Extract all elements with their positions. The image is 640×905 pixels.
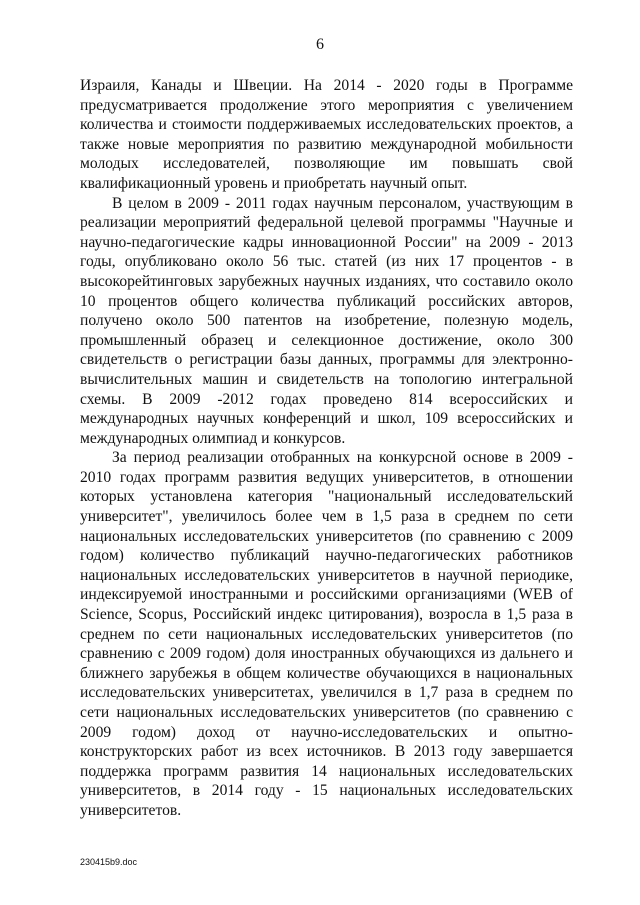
paragraph-publications-summary: В целом в 2009 - 2011 годах научным персоналом, участвующим в реализации мероприятий федеральной целевой программы "Научные и научно-педагогические кадры инновационной России" на 2009 - 2013 годы, опубликовано около 56 тыс. статей (из них 17 процентов - в высокорейтинговых зарубежных научных изданиях, что составило около 10 процентов общего количества публикаций российских авторов, получено около 500 патентов на изобретение, полезную модель, промышленный образец и селекционное достижение, около 300 свидетельств о регистрации базы данных, программы для электронно-вычислительных машин и свидетельств на топологию интегральной схемы. В 2009 -2012 годах проведено 814 всероссийских и международных научных конференций и школ, 109 всероссийских и международных олимпиад и конкурсов. [80,194,573,447]
document-body [80,76,573,821]
paragraph-continuation: Израиля, Канады и Швеции. На 2014 - 2020 годы в Программе предусматривается продолжение этого мероприятия с увеличением количества и стоимости поддерживаемых исследовательских проектов, а также новые мероприятия по развитию международной мобильности молодых исследователей, позволяющие им повышать свой квалификационный уровень и приобретать научный опыт. [80,77,573,192]
page-number: 6 [316,36,324,53]
footer-filename: 230415b9.doc [80,857,138,867]
paragraph-research-universities: За период реализации отобранных на конкурсной основе в 2009 - 2010 годах программ развития ведущих университетов, в отношении которых установлена категория "национальный исследовательский университет", увеличилось более чем в 1,5 раза в среднем по сети национальных исследовательских университетов (по сравнению с 2009 годом) количество публикаций научно-педагогических работников национальных исследовательских университетов в научной периодике, индексируемой иностранными и российскими организациями (WEB of Science, Scopus, Российский индекс цитирования), возросла в 1,5 раза в среднем по сети национальных исследовательских университетов (по сравнению с 2009 годом) доля иностранных обучающихся из дальнего и ближнего зарубежья в общем количестве обучающихся в национальных исследовательских университетах, увеличился в 1,7 раза в среднем по сети национальных исследовательских университетов (по сравнению с 2009 годом) доход от научно-исследовательских и опытно-конструкторских работ из всех источников. В 2013 году завершается поддержка программ развития 14 национальных исследовательских университетов, в 2014 году - 15 национальных исследовательских университетов. [80,449,573,819]
